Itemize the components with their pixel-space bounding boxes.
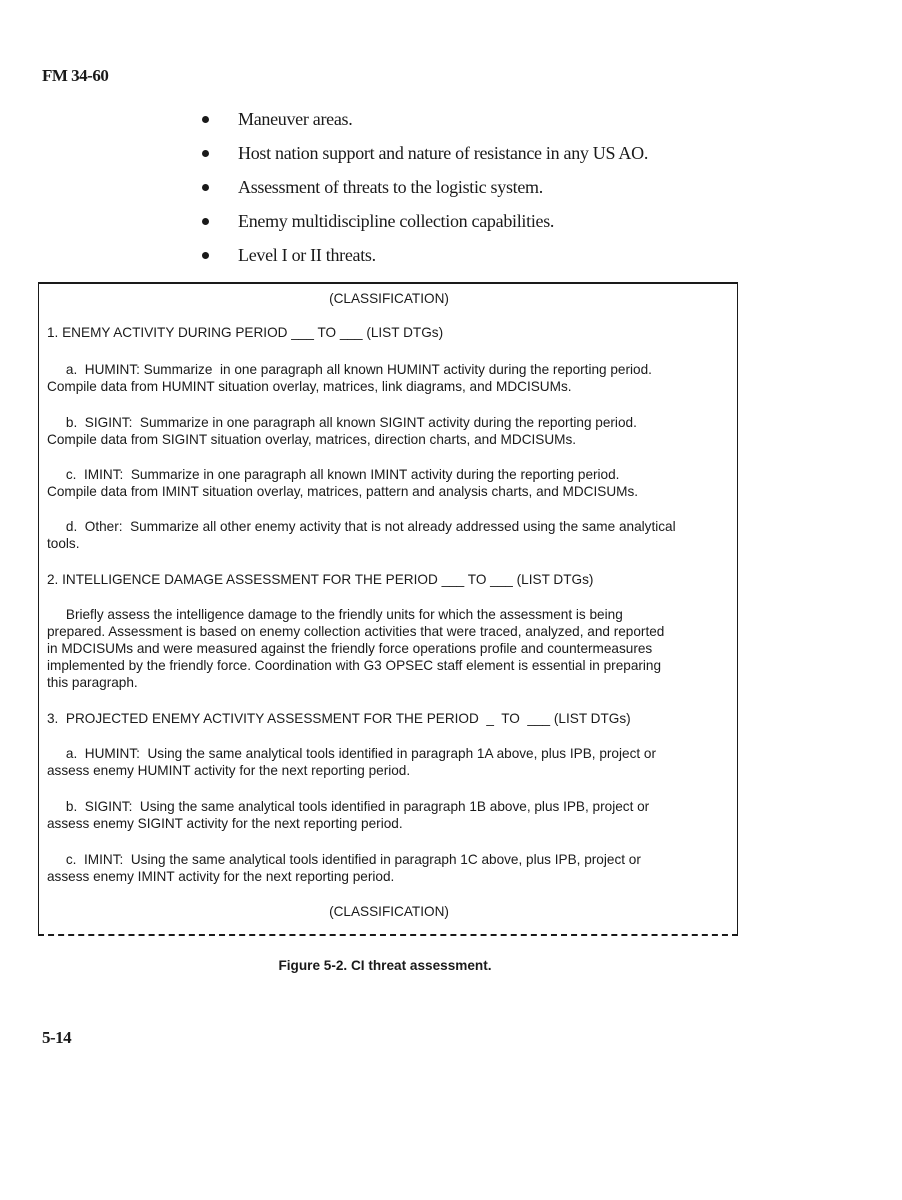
paragraph-line: d. Other: Summarize all other enemy activity that is not already addressed using the same analytical	[47, 519, 676, 534]
paragraph-line: Compile data from IMINT situation overlay, matrices, pattern and analysis charts, and MDCISUMs.	[47, 484, 639, 499]
paragraph-line: tools.	[47, 536, 80, 551]
paragraph-line: a. HUMINT: Using the same analytical tools identified in paragraph 1A above, plus IPB, project or	[47, 746, 657, 761]
list-item	[200, 204, 648, 238]
paragraph-line: Compile data from SIGINT situation overlay, matrices, direction charts, and MDCISUMs.	[47, 432, 577, 447]
page-number: 5-14	[42, 1028, 72, 1047]
bullet-text: Assessment of threats to the logistic system.	[238, 176, 543, 197]
paragraph-line: a. HUMINT: Summarize in one paragraph all known HUMINT activity during the reporting period.	[47, 362, 652, 377]
bullet-icon	[202, 150, 209, 157]
paragraph-line: c. IMINT: Summarize in one paragraph all known IMINT activity during the reporting period.	[47, 467, 620, 482]
bullet-icon	[202, 252, 209, 259]
paragraph-line: assess enemy HUMINT activity for the next reporting period.	[47, 763, 411, 778]
bullet-icon	[202, 116, 209, 123]
classification-marking-top: (CLASSIFICATION)	[329, 291, 449, 306]
figure-box	[38, 282, 738, 936]
paragraph-line: assess enemy SIGINT activity for the next reporting period.	[47, 816, 403, 831]
classification-marking-bottom: (CLASSIFICATION)	[329, 904, 449, 919]
paragraph-line: prepared. Assessment is based on enemy collection activities that were traced, analyzed, and reported	[47, 624, 665, 639]
paragraph-line: Compile data from HUMINT situation overlay, matrices, link diagrams, and MDCISUMs.	[47, 379, 572, 394]
list-item	[200, 238, 648, 272]
paragraph-line: in MDCISUMs and were measured against the friendly force operations profile and countermeasures	[47, 641, 653, 656]
section-heading-projected-activity: 3. PROJECTED ENEMY ACTIVITY ASSESSMENT FOR THE PERIOD _ TO ___ (LIST DTGs)	[47, 711, 631, 726]
section-heading-enemy-activity: 1. ENEMY ACTIVITY DURING PERIOD ___ TO ___ (LIST DTGs)	[47, 325, 444, 340]
bullet-text: Level I or II threats.	[238, 244, 376, 265]
section-heading-damage-assessment: 2. INTELLIGENCE DAMAGE ASSESSMENT FOR THE PERIOD ___ TO ___ (LIST DTGs)	[47, 572, 594, 587]
list-item	[200, 136, 648, 170]
bullet-list	[200, 102, 648, 272]
paragraph-line: b. SIGINT: Summarize in one paragraph all known SIGINT activity during the reporting period.	[47, 415, 637, 430]
bullet-text: Enemy multidiscipline collection capabilities.	[238, 210, 555, 231]
paragraph-line: assess enemy IMINT activity for the next reporting period.	[47, 869, 395, 884]
bullet-icon	[202, 184, 209, 191]
paragraph-line: implemented by the friendly force. Coordination with G3 OPSEC staff element is essential in preparing	[47, 658, 662, 673]
list-item	[200, 102, 648, 136]
bullet-icon	[202, 218, 209, 225]
bullet-text: Maneuver areas.	[238, 108, 353, 129]
bullet-text: Host nation support and nature of resistance in any US AO.	[238, 142, 649, 163]
paragraph-line: c. IMINT: Using the same analytical tools identified in paragraph 1C above, plus IPB, project or	[47, 852, 641, 867]
figure-caption: Figure 5-2. CI threat assessment.	[278, 958, 492, 973]
paragraph-line: this paragraph.	[47, 675, 138, 690]
paragraph-line: Briefly assess the intelligence damage to the friendly units for which the assessment is being	[47, 607, 623, 622]
paragraph-line: b. SIGINT: Using the same analytical tools identified in paragraph 1B above, plus IPB, project or	[47, 799, 650, 814]
document-code: FM 34-60	[42, 66, 109, 85]
list-item	[200, 170, 648, 204]
